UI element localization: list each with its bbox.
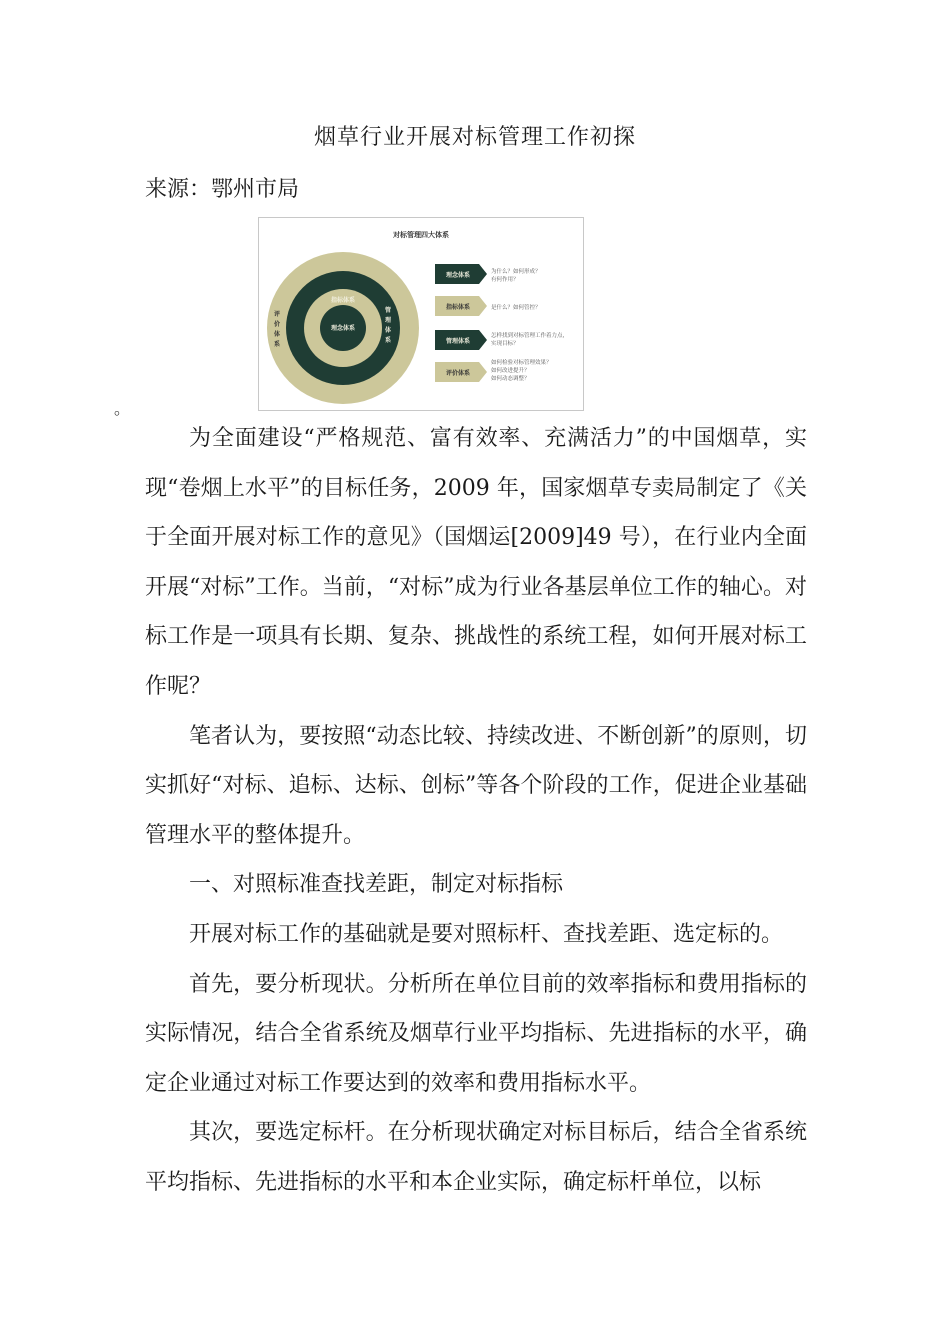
row-text: 实现目标？ <box>491 341 519 347</box>
four-systems-diagram <box>259 218 583 410</box>
row-tag: 理念体系 <box>445 272 471 279</box>
system-row-1 <box>435 264 541 284</box>
row-tag: 管理体系 <box>445 338 471 345</box>
figure-title: 对标管理四大体系 <box>393 230 449 239</box>
svg-text:评: 评 <box>273 311 281 318</box>
row-text: 如何检验对标管理效果？ <box>491 360 552 366</box>
row-tag: 评价体系 <box>445 370 471 377</box>
paragraph-intro: 为全面建设“严格规范、富有效率、充满活力”的中国烟草，实现“卷烟上水平”的目标任务，2009 年，国家烟草专卖局制定了《关于全面开展对标工作的意见》（国烟运[2009]49 号），在行业内全面开展“对标”工作。当前，“对标”成为行业各基层单位工作的轴心。对标工作是一项具有长期、复杂、挑战性的系统工程，如何开展对标工作呢？ <box>145 426 807 699</box>
svg-text:理: 理 <box>384 317 392 324</box>
svg-text:管: 管 <box>384 307 392 314</box>
row-text: 如何动态调整？ <box>491 376 530 382</box>
row-text: 有何作用？ <box>491 277 519 283</box>
system-row-2 <box>435 296 541 316</box>
row-tag: 指标体系 <box>445 304 471 311</box>
system-row-3 <box>435 330 568 350</box>
row-text: 是什么？如何管控？ <box>491 305 541 311</box>
row-text: 怎样找到对标管理工作着力点， <box>491 333 569 339</box>
figure-four-systems <box>258 217 584 411</box>
svg-text:体: 体 <box>384 327 392 334</box>
section-heading: 一、对照标准查找差距，制定对标指标 <box>189 872 564 898</box>
svg-text:系: 系 <box>273 341 281 348</box>
paragraph-basis: 开展对标工作的基础就是要对照标杆、查找差距、选定标的。 <box>189 921 784 947</box>
svg-text:价: 价 <box>273 321 281 328</box>
system-row-4 <box>435 358 552 382</box>
paragraph-principle: 笔者认为，要按照“动态比较、持续改进、不断创新”的原则，切实抓好“对标、追标、达标、创标”等各个阶段的工作，促进企业基础管理水平的整体提升。 <box>145 723 807 848</box>
center-label: 理念体系 <box>330 325 356 332</box>
paragraph-first: 首先，要分析现状。分析所在单位目前的效率指标和费用指标的实际情况，结合全省系统及烟草行业平均指标、先进指标的水平，确定企业通过对标工作要达到的效率和费用指标水平。 <box>145 971 807 1096</box>
row-text: 如何改进提升？ <box>491 368 530 374</box>
document-title: 烟草行业开展对标管理工作初探 <box>313 125 636 150</box>
middle-ring-label: 指标体系 <box>330 297 356 304</box>
document-body <box>145 414 807 1208</box>
paragraph-second: 其次，要选定标杆。在分析现状确定对标目标后，结合全省系统平均指标、先进指标的水平和本企业实际，确定标杆单位，以标 <box>145 1120 807 1195</box>
document-source: 来源：鄂州市局 <box>145 177 300 202</box>
svg-text:体: 体 <box>273 331 281 338</box>
svg-text:系: 系 <box>384 337 392 344</box>
figure-caption-mark: 。 <box>114 399 131 418</box>
row-text: 为什么？如何形成？ <box>491 269 541 275</box>
